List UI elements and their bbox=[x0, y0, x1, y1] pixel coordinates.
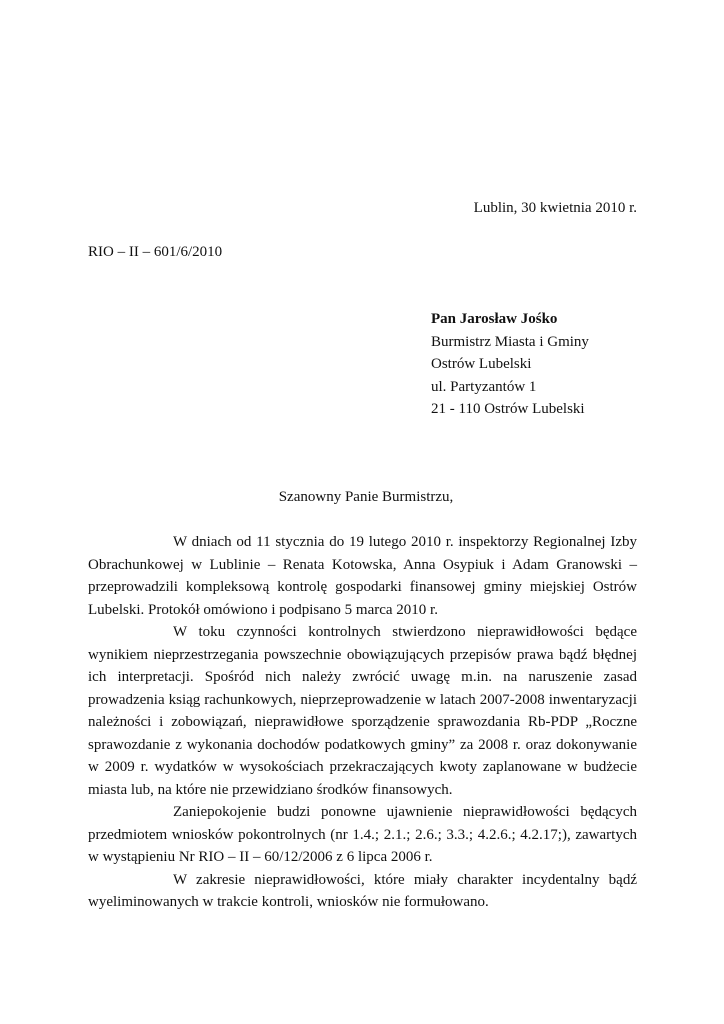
recipient-city: Ostrów Lubelski bbox=[431, 356, 532, 372]
letter-body bbox=[88, 531, 637, 914]
recipient-name: Pan Jarosław Jośko bbox=[431, 311, 558, 327]
recipient-street: ul. Partyzantów 1 bbox=[431, 378, 537, 395]
body-paragraph: W zakresie nieprawidłowości, które miały charakter incydentalny bądź wyeliminowanych w trakcie kontroli, wniosków nie formułowano. bbox=[88, 871, 637, 910]
recipient-address-block bbox=[431, 308, 589, 421]
recipient-postal: 21 - 110 Ostrów Lubelski bbox=[431, 401, 585, 417]
reference-number: RIO – II – 601/6/2010 bbox=[88, 244, 223, 260]
body-paragraph: Zaniepokojenie budzi ponowne ujawnienie nieprawidłowości będących przedmiotem wniosków pokontrolnych (nr 1.4.; 2.1.; 2.6.; 3.3.; 4.2.6.; 4.2.17;), zawartych w wystąpieniu Nr RIO – II – 60/12/2006 z 6 lipca 2006 r. bbox=[88, 804, 637, 865]
recipient-title: Burmistrz Miasta i Gminy bbox=[431, 333, 589, 350]
salutation: Szanowny Panie Burmistrzu, bbox=[278, 489, 454, 505]
letter-date: Lublin, 30 kwietnia 2010 r. bbox=[473, 200, 637, 216]
body-paragraph: W dniach od 11 stycznia do 19 lutego 2010 r. inspektorzy Regionalnej Izby Obrachunkowej w Lublinie – Renata Kotowska, Anna Osypiuk i Adam Granowski – przeprowadzili kompleksową kontrolę gospodarki finansowej gminy miejskiej Ostrów Lubelski. Protokół omówiono i podpisano 5 marca 2010 r. bbox=[88, 534, 637, 618]
body-paragraph: W toku czynności kontrolnych stwierdzono nieprawidłowości będące wynikiem nieprzestrzegania powszechnie obowiązujących przepisów prawa bądź błędnej ich interpretacji. Spośród nich należy zwrócić uwagę m.in. na naruszenie zasad prowadzenia ksiąg rachunkowych, nieprzeprowadzenie w latach 2007-2008 inwentaryzacji należności i zobowiązań, nieprawidłowe sporządzenie sprawozdania Rb-PDP „Roczne sprawozdanie z wykonania dochodów podatkowych gminy” za 2008 r. oraz dokonywanie w 2009 r. wydatków w wysokościach przekraczających kwoty zaplanowane w budżecie miasta lub, na które nie przewidziano środków finansowych. bbox=[88, 624, 637, 798]
